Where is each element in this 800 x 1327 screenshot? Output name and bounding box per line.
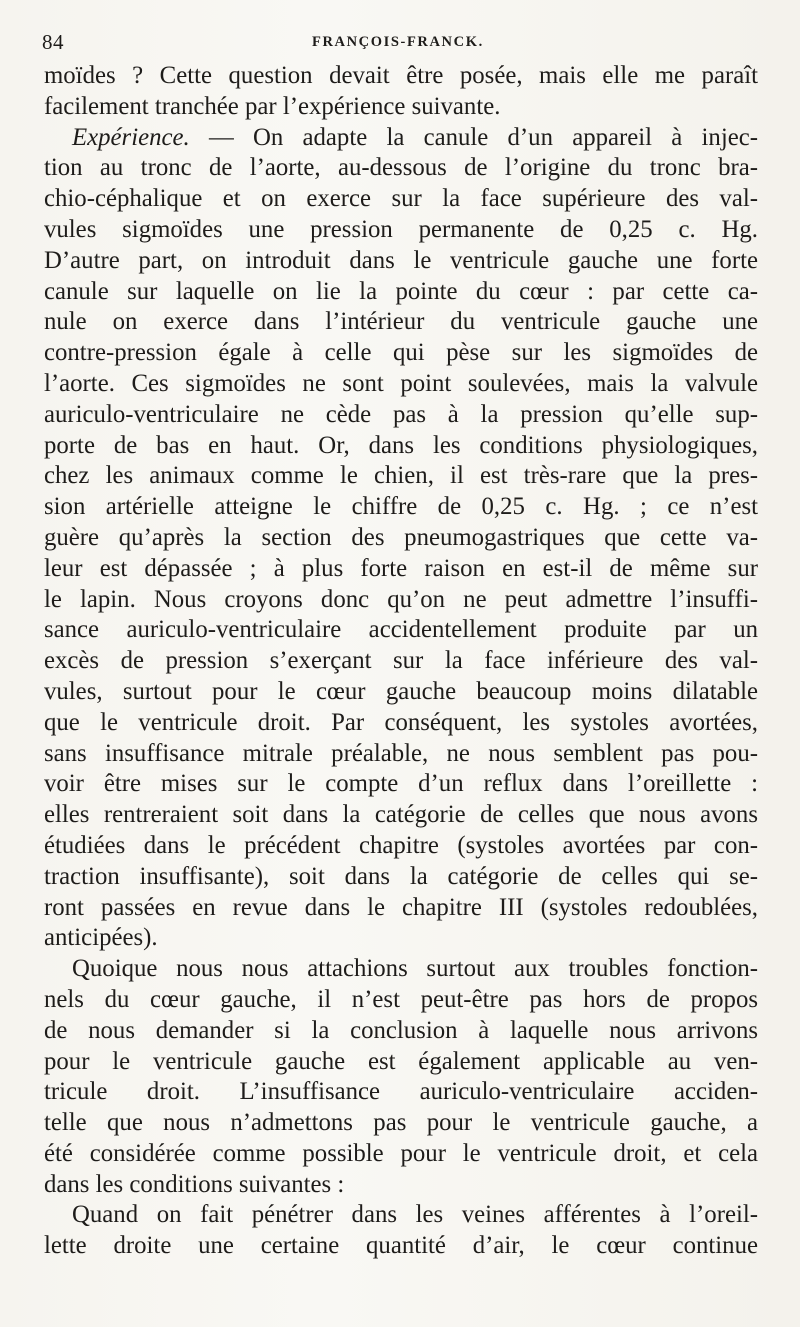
text-line: Quoique nous nous attachions surtout aux troubles fonction- (72, 955, 758, 983)
text-line: été considérée comme possible pour le ventricule droit, et cela (44, 1139, 758, 1167)
running-head: FRANÇOIS-FRANCK. (312, 34, 484, 50)
text-line: canule sur laquelle on lie la pointe du cœur : par cette ca- (44, 277, 758, 305)
text-line: — On adapte la canule d’un appareil à injec- (189, 123, 758, 151)
text-line: excès de pression s’exerçant sur la face inférieure des val- (44, 647, 758, 675)
text-line: anticipées). (44, 924, 158, 952)
page-number: 84 (42, 30, 64, 54)
text-line: chio-céphalique et on exerce sur la face supérieure des val- (44, 185, 758, 213)
text-line: chez les animaux comme le chien, il est très-rare que la pres- (44, 462, 758, 490)
text-line: contre-pression égale à celle qui pèse sur les sigmoïdes de (44, 339, 758, 367)
text-line: voir être mises sur le compte d’un reflux dans l’oreillette : (44, 770, 758, 798)
text-line: l’aorte. Ces sigmoïdes ne sont point soulevées, mais la valvule (44, 369, 758, 397)
text-line: moïdes ? Cette question devait être posée, mais elle me paraît (44, 62, 758, 89)
text-line: de nous demander si la conclusion à laquelle nous arrivons (44, 1016, 758, 1044)
text-line: tion au tronc de l’aorte, au-dessous de l’origine du tronc bra- (44, 154, 758, 182)
paragraph-lead: Expérience. (72, 123, 190, 151)
text-line: facilement tranchée par l’expérience suivante. (44, 92, 501, 120)
text-line: vules, surtout pour le cœur gauche beaucoup moins dilatable (44, 677, 758, 705)
text-line: le lapin. Nous croyons donc qu’on ne peut admettre l’insuffi- (44, 585, 758, 613)
text-line: elles rentreraient soit dans la catégorie de celles que nous avons (44, 801, 758, 829)
text-line: tricule droit. L’insuffisance auriculo-ventriculaire acciden- (44, 1078, 758, 1106)
text-line: auriculo-ventriculaire ne cède pas à la pression qu’elle sup- (44, 400, 758, 428)
text-line: guère qu’après la section des pneumogastriques que cette va- (44, 523, 758, 551)
text-line: telle que nous n’admettons pas pour le ventricule gauche, a (44, 1109, 758, 1137)
text-line: lette droite une certaine quantité d’air, le cœur continue (44, 1232, 758, 1260)
text-line: traction insuffisante), soit dans la catégorie de celles qui se- (44, 862, 758, 890)
paragraph (44, 61, 758, 123)
text-line: étudiées dans le précédent chapitre (systoles avortées par con- (44, 831, 758, 859)
paragraph (44, 1200, 758, 1262)
text-line: sans insuffisance mitrale préalable, ne nous semblent pas pou- (44, 739, 758, 767)
text-line: que le ventricule droit. Par conséquent, les systoles avortées, (44, 708, 758, 736)
text-line: Quand on fait pénétrer dans les veines afférentes à l’oreil- (72, 1201, 758, 1229)
paragraph (44, 123, 758, 955)
paragraph (44, 954, 758, 1200)
text-line: sance auriculo-ventriculaire accidentellement produite par un (44, 616, 758, 644)
text-line: vules sigmoïdes une pression permanente de 0,25 c. Hg. (44, 215, 758, 243)
text-line-lead (44, 123, 758, 154)
text-line: leur est dépassée ; à plus forte raison en est-il de même sur (44, 554, 758, 582)
text-line: D’autre part, on introduit dans le ventricule gauche une forte (44, 246, 758, 274)
text-line: dans les conditions suivantes : (44, 1170, 345, 1198)
text-line: ront passées en revue dans le chapitre III (systoles redoublées, (44, 893, 758, 921)
text-line: sion artérielle atteigne le chiffre de 0,25 c. Hg. ; ce n’est (44, 493, 758, 521)
page-header (42, 30, 760, 56)
text-line: nule on exerce dans l’intérieur du ventricule gauche une (44, 308, 758, 336)
body-text (44, 61, 758, 1262)
text-line: nels du cœur gauche, il n’est peut-être pas hors de propos (44, 985, 758, 1013)
text-line: pour le ventricule gauche est également applicable au ven- (44, 1047, 758, 1075)
text-line: porte de bas en haut. Or, dans les conditions physiologiques, (44, 431, 758, 459)
